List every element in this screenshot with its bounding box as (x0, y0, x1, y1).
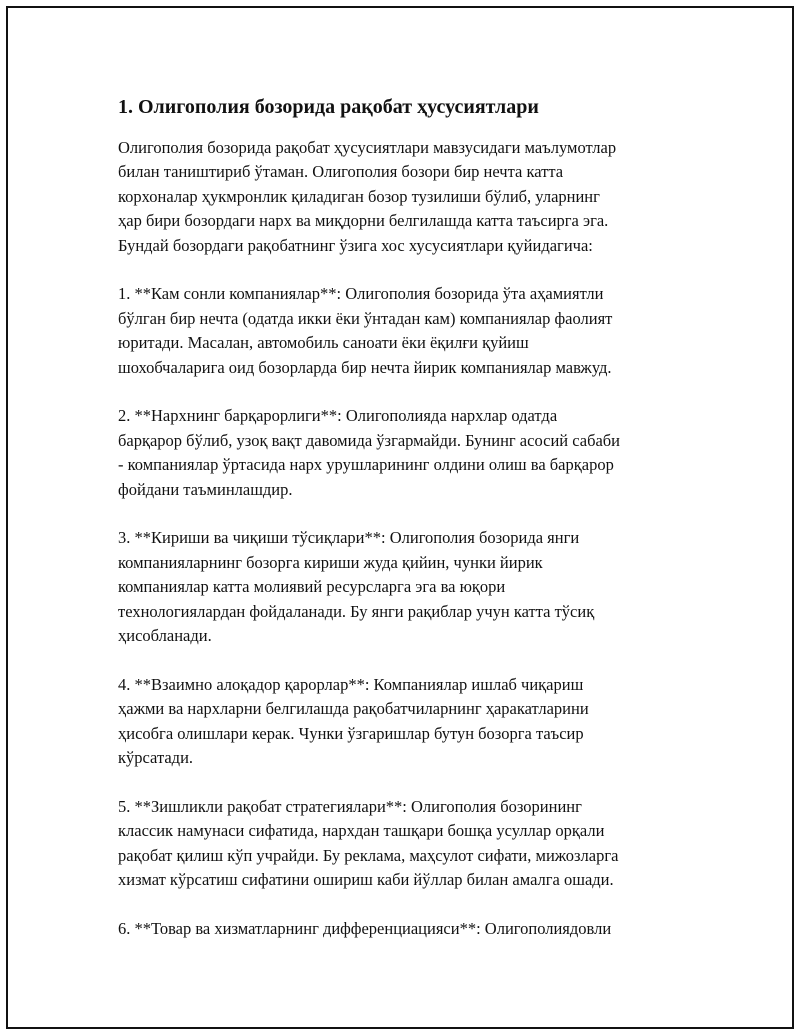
list-item-6 (118, 917, 698, 941)
text-line: ҳисобланади. (118, 626, 212, 646)
text-line: шохобчаларига оид бозорларда бир нечта йирик компаниялар мавжуд. (118, 357, 612, 377)
list-item-3 (118, 526, 698, 648)
text-line: рақобат қилиш кўп учрайди. Бу реклама, маҳсулот сифати, мижозларга (118, 845, 619, 865)
text-line: 2. **Нархнинг барқарорлиги**: Олигополияда нархлар одатда (118, 406, 558, 426)
list-item-2 (118, 404, 698, 502)
text-line: юритади. Масалан, автомобиль саноати ёки ёқилғи қуйиш (118, 333, 529, 353)
text-line: корхоналар ҳукмронлик қиладиган бозор тузилиши бўлиб, уларнинг (118, 186, 600, 206)
text-line: компанияларнинг бозорга кириши жуда қийин, чунки йирик (118, 552, 543, 572)
text-line: технологиялардан фойдаланади. Бу янги рақиблар учун катта тўсиқ (118, 601, 595, 621)
text-line: 1. **Кам сонли компаниялар**: Олигополия бозорида ўта аҳамиятли (118, 284, 604, 304)
text-line: билан таништириб ўтаман. Олигополия бозори бир нечта катта (118, 162, 564, 182)
document-title: 1. Олигополия бозорида рақобат ҳусусиятлари (118, 96, 539, 118)
text-line: 6. **Товар ва хизматларнинг дифференциацияси**: Олигополиядовли (118, 918, 612, 938)
document-body (118, 92, 698, 941)
text-line: 3. **Кириши ва чиқиши тўсиқлари**: Олигополия бозорида янги (118, 528, 580, 548)
text-line: ҳажми ва нархларни белгилашда рақобатчиларнинг ҳаракатларини (118, 699, 589, 719)
text-line: хизмат кўрсатиш сифатини ошириш каби йўллар билан амалга ошади. (118, 870, 614, 890)
text-line: компаниялар катта молиявий ресурсларга эга ва юқори (118, 577, 506, 597)
text-line: Олигополия бозорида рақобат ҳусусиятлари мавзусидаги маълумотлар (118, 138, 617, 157)
text-line: 5. **Зишликли рақобат стратегиялари**: Олигополия бозорининг (118, 796, 582, 816)
list-item-5 (118, 795, 698, 893)
text-line: фойдани таъминлашдир. (118, 479, 293, 499)
list-item-1 (118, 282, 698, 380)
text-line: ҳар бири бозордаги нарх ва миқдорни белгилашда катта таъсирга эга. (118, 211, 609, 231)
text-line: ҳисобга олишлари керак. Чунки ўзгаришлар бутун бозорга таъсир (118, 723, 584, 743)
text-line: - компаниялар ўртасида нарх урушларининг олдини олиш ва барқарор (118, 455, 614, 475)
text-line: классик намунаси сифатида, нархдан ташқари бошқа усуллар орқали (118, 821, 605, 841)
text-line: 4. **Взаимно алоқадор қарорлар**: Компаниялар ишлаб чиқариш (118, 674, 584, 694)
list-item-4 (118, 673, 698, 771)
intro-paragraph (118, 136, 698, 258)
text-line: барқарор бўлиб, узоқ вақт давомида ўзгармайди. Бунинг асосий сабаби (118, 430, 621, 450)
text-line: кўрсатади. (118, 748, 194, 768)
text-line: Бундай бозордаги рақобатнинг ўзига хос хусусиятлари қуйидагича: (118, 235, 593, 255)
text-line: бўлган бир нечта (одатда икки ёки ўнтадан кам) компаниялар фаолият (118, 308, 613, 328)
